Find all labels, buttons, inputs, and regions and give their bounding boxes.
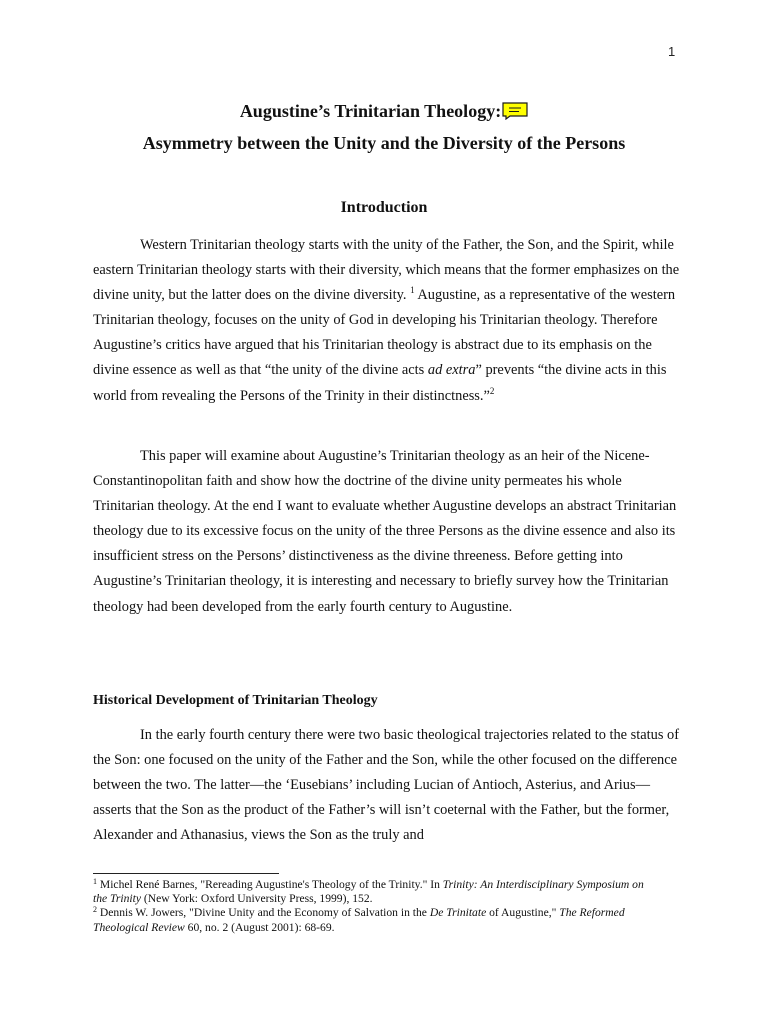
text-segment: In the early fourth century there were two basic theological trajectories related to the status of the Son: one focused on the unity of the Father and the Son, while the other focused on the difference between the two. The latter—the ‘Eusebians’ including Lucian of Antioch, Asterius, and Arius—asserts that the Son as the product of the Father’s will isn’t coeternal with the Father, but the former, Alexander and Athanasius, views the Son as the truly and: [93, 727, 680, 844]
footnote-ref-1[interactable]: 1: [410, 285, 415, 296]
text-segment: This paper will examine about Augustine’s Trinitarian theology as an heir of the Nicene-Constantinopolitan faith and show how the doctrine of the divine unity permeates his whole Trinitarian theology. At the end I want to evaluate whether Augustine develops an abstract Trinitarian theology due to its excessive focus on the unity of the three Persons as the divine essence and also its insufficient stress on the Persons’ distinctiveness as the divine threeness. Before getting into Augustine’s Trinitarian theology, it is interesting and necessary to briefly survey how the Trinitarian theology had been developed from the early fourth century to Augustine.: [93, 448, 677, 615]
title-line-2: Asymmetry between the Unity and the Diversity of the Persons: [142, 133, 626, 153]
paragraph-intro-2: [93, 444, 681, 620]
text-segment: ” prevents “the divine acts in this world from revealing the Persons of the Trinity in their distinctness.”: [93, 362, 667, 404]
text-segment: Western Trinitarian theology starts with the unity of the Father, the Son, and the Spirit, while eastern Trinitarian theology starts with their diversity, which means that the former emphasizes on the divine unity, but the latter does on the divine diversity.: [93, 237, 680, 304]
footnote-2: [93, 906, 653, 934]
footnotes: [93, 878, 653, 935]
footnote-1: [93, 878, 653, 906]
text-segment: Augustine, as a representative of the western Trinitarian theology, focuses on the unity of God in developing his Trinitarian theology. Therefore Augustine’s critics have argued that his Trinitarian theology is abstract due to its emphasis on the divine essence as well as that “the unity of the divine acts: [93, 287, 676, 379]
footnote-italic: The Reformed Theological Review: [93, 906, 625, 934]
footnote-text: of Augustine,": [486, 906, 560, 920]
title-text: Augustine’s Trinitarian Theology:: [239, 101, 502, 121]
footnote-text: 60, no. 2 (August 2001): 68-69.: [184, 920, 335, 934]
section-heading-historical: Historical Development of Trinitarian Theology: [93, 693, 378, 708]
footnote-text: Michel René Barnes, "Rereading Augustine's Theology of the Trinity." In: [97, 878, 443, 891]
footnote-italic: De Trinitate: [429, 906, 487, 920]
section-heading-introduction: Introduction: [340, 199, 428, 216]
title-line-1: [0, 100, 768, 122]
footnote-number: 2: [93, 905, 97, 915]
page-number: 1: [668, 44, 676, 59]
italic-phrase: ad extra: [427, 362, 476, 379]
footnote-ref-2[interactable]: 2: [489, 385, 495, 396]
footnote-number: 1: [93, 877, 97, 886]
paragraph-historical-1: [93, 723, 681, 848]
comment-icon[interactable]: [502, 102, 528, 120]
footnote-italic: Trinity: An Interdisciplinary Symposium on the Trinity: [93, 878, 644, 906]
footnote-text: Dennis W. Jowers, "Divine Unity and the Economy of Salvation in the: [97, 906, 430, 920]
footnote-text: (New York: Oxford University Press, 1999), 152.: [141, 892, 373, 906]
footnote-divider: [93, 873, 279, 874]
paragraph-intro-1: [93, 233, 681, 409]
